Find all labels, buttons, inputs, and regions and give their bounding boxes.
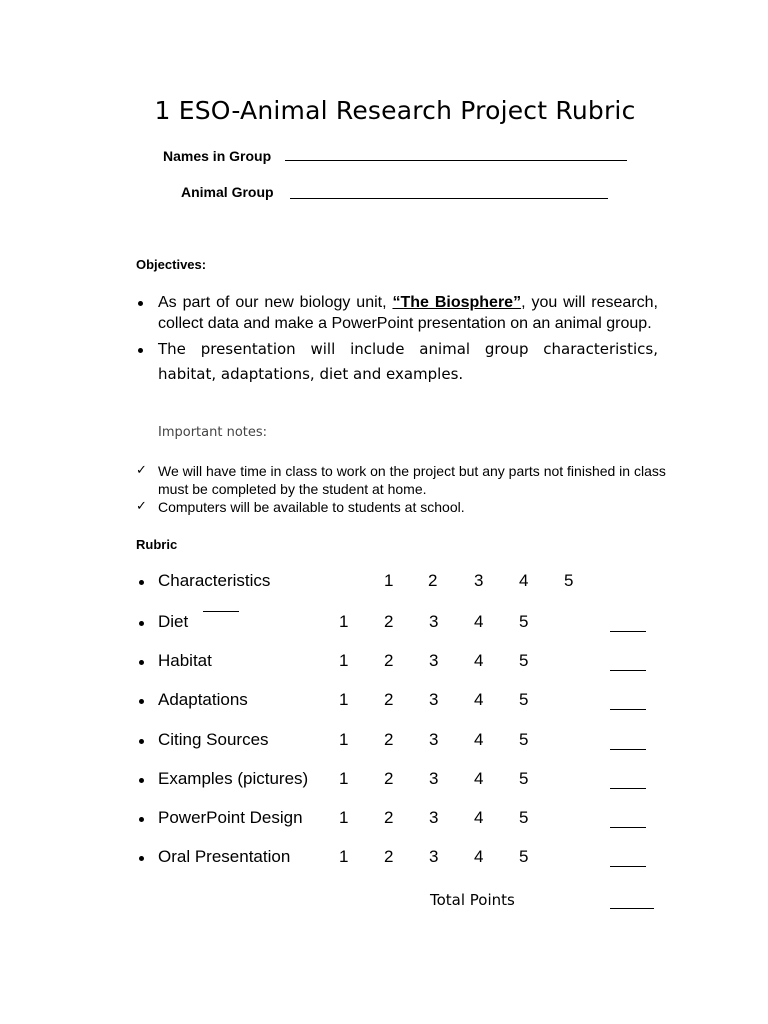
score-option-5[interactable]: 5 (519, 769, 529, 788)
score-option-1[interactable]: 1 (339, 808, 349, 827)
bullet-icon (139, 778, 144, 783)
objectives-list (136, 292, 658, 387)
score-option-2[interactable]: 2 (428, 571, 438, 590)
bullet-icon (139, 621, 144, 626)
score-blank[interactable] (610, 866, 646, 867)
names-in-group-label: Names in Group (163, 148, 272, 164)
score-blank[interactable] (610, 749, 646, 750)
score-blank[interactable] (610, 709, 646, 710)
score-blank[interactable] (610, 788, 646, 789)
names-in-group-line[interactable] (285, 160, 627, 161)
score-option-1[interactable]: 1 (339, 690, 349, 709)
score-option-4[interactable]: 4 (474, 651, 484, 670)
bullet-icon (139, 739, 144, 744)
score-option-4[interactable]: 4 (474, 690, 484, 709)
score-option-5[interactable]: 5 (519, 690, 529, 709)
score-option-1[interactable]: 1 (339, 612, 349, 631)
criterion-label: Characteristics (158, 571, 271, 590)
score-option-4[interactable]: 4 (474, 808, 484, 827)
page-title: 1 ESO-Animal Research Project Rubric (154, 96, 636, 125)
checkmark-icon: ✓ (136, 463, 147, 478)
note-item: ✓ We will have time in class to work on the project but any parts not finished in class must be completed by the student at home. (136, 463, 666, 497)
objectives-heading: Objectives: (136, 257, 207, 272)
score-option-5[interactable]: 5 (519, 847, 529, 866)
important-notes-heading: Important notes: (158, 425, 268, 440)
bullet-icon (139, 699, 144, 704)
criterion-label: PowerPoint Design (158, 808, 303, 827)
checkmark-icon: ✓ (136, 499, 147, 514)
bullet-icon (139, 817, 144, 822)
score-option-4[interactable]: 4 (474, 847, 484, 866)
score-option-3[interactable]: 3 (429, 769, 439, 788)
score-option-1[interactable]: 1 (384, 571, 394, 590)
score-option-2[interactable]: 2 (384, 690, 394, 709)
score-option-2[interactable]: 2 (384, 612, 394, 631)
score-option-5[interactable]: 5 (519, 808, 529, 827)
score-option-4[interactable]: 4 (474, 612, 484, 631)
score-blank[interactable] (610, 631, 646, 632)
score-option-3[interactable]: 3 (429, 808, 439, 827)
bullet-icon (139, 856, 144, 861)
score-option-3[interactable]: 3 (429, 847, 439, 866)
score-option-5[interactable]: 5 (519, 730, 529, 749)
score-option-3[interactable]: 3 (474, 571, 484, 590)
score-blank[interactable] (203, 611, 239, 612)
score-option-1[interactable]: 1 (339, 730, 349, 749)
score-option-2[interactable]: 2 (384, 730, 394, 749)
bullet-icon (139, 580, 144, 585)
score-option-2[interactable]: 2 (384, 651, 394, 670)
score-option-5[interactable]: 5 (519, 612, 529, 631)
score-option-3[interactable]: 3 (429, 730, 439, 749)
criterion-label: Adaptations (158, 690, 248, 709)
score-option-3[interactable]: 3 (429, 612, 439, 631)
criterion-label: Oral Presentation (158, 847, 291, 866)
bullet-icon (139, 660, 144, 665)
score-option-4[interactable]: 4 (519, 571, 529, 590)
score-option-2[interactable]: 2 (384, 847, 394, 866)
biosphere-emphasis: “The Biosphere” (392, 294, 522, 311)
score-blank[interactable] (610, 827, 646, 828)
criterion-label: Habitat (158, 651, 212, 670)
score-option-3[interactable]: 3 (429, 651, 439, 670)
score-option-1[interactable]: 1 (339, 769, 349, 788)
rubric-heading: Rubric (136, 537, 178, 552)
criterion-label: Examples (pictures) (158, 769, 309, 788)
score-option-4[interactable]: 4 (474, 769, 484, 788)
total-points-line[interactable] (610, 908, 654, 909)
animal-group-label: Animal Group (181, 184, 274, 200)
score-option-5[interactable]: 5 (564, 571, 574, 590)
criterion-label: Diet (158, 612, 189, 631)
total-points-label: Total Points (430, 891, 515, 909)
important-notes-list (136, 462, 666, 516)
objective-item: The presentation will include animal group characteristics, habitat, adaptations, diet and examples. (136, 337, 658, 387)
criterion-label: Citing Sources (158, 730, 269, 749)
score-option-4[interactable]: 4 (474, 730, 484, 749)
score-option-3[interactable]: 3 (429, 690, 439, 709)
bullet-icon (138, 348, 143, 353)
score-blank[interactable] (610, 670, 646, 671)
bullet-icon (138, 301, 143, 306)
animal-group-line[interactable] (290, 198, 608, 199)
objective-item: As part of our new biology unit, “The Biosphere”, you will research, collect data and make a PowerPoint presentation on an animal group. (136, 292, 658, 334)
score-option-1[interactable]: 1 (339, 651, 349, 670)
score-option-5[interactable]: 5 (519, 651, 529, 670)
score-option-1[interactable]: 1 (339, 847, 349, 866)
note-item: ✓ Computers will be available to students at school. (136, 499, 465, 515)
score-option-2[interactable]: 2 (384, 769, 394, 788)
score-option-2[interactable]: 2 (384, 808, 394, 827)
